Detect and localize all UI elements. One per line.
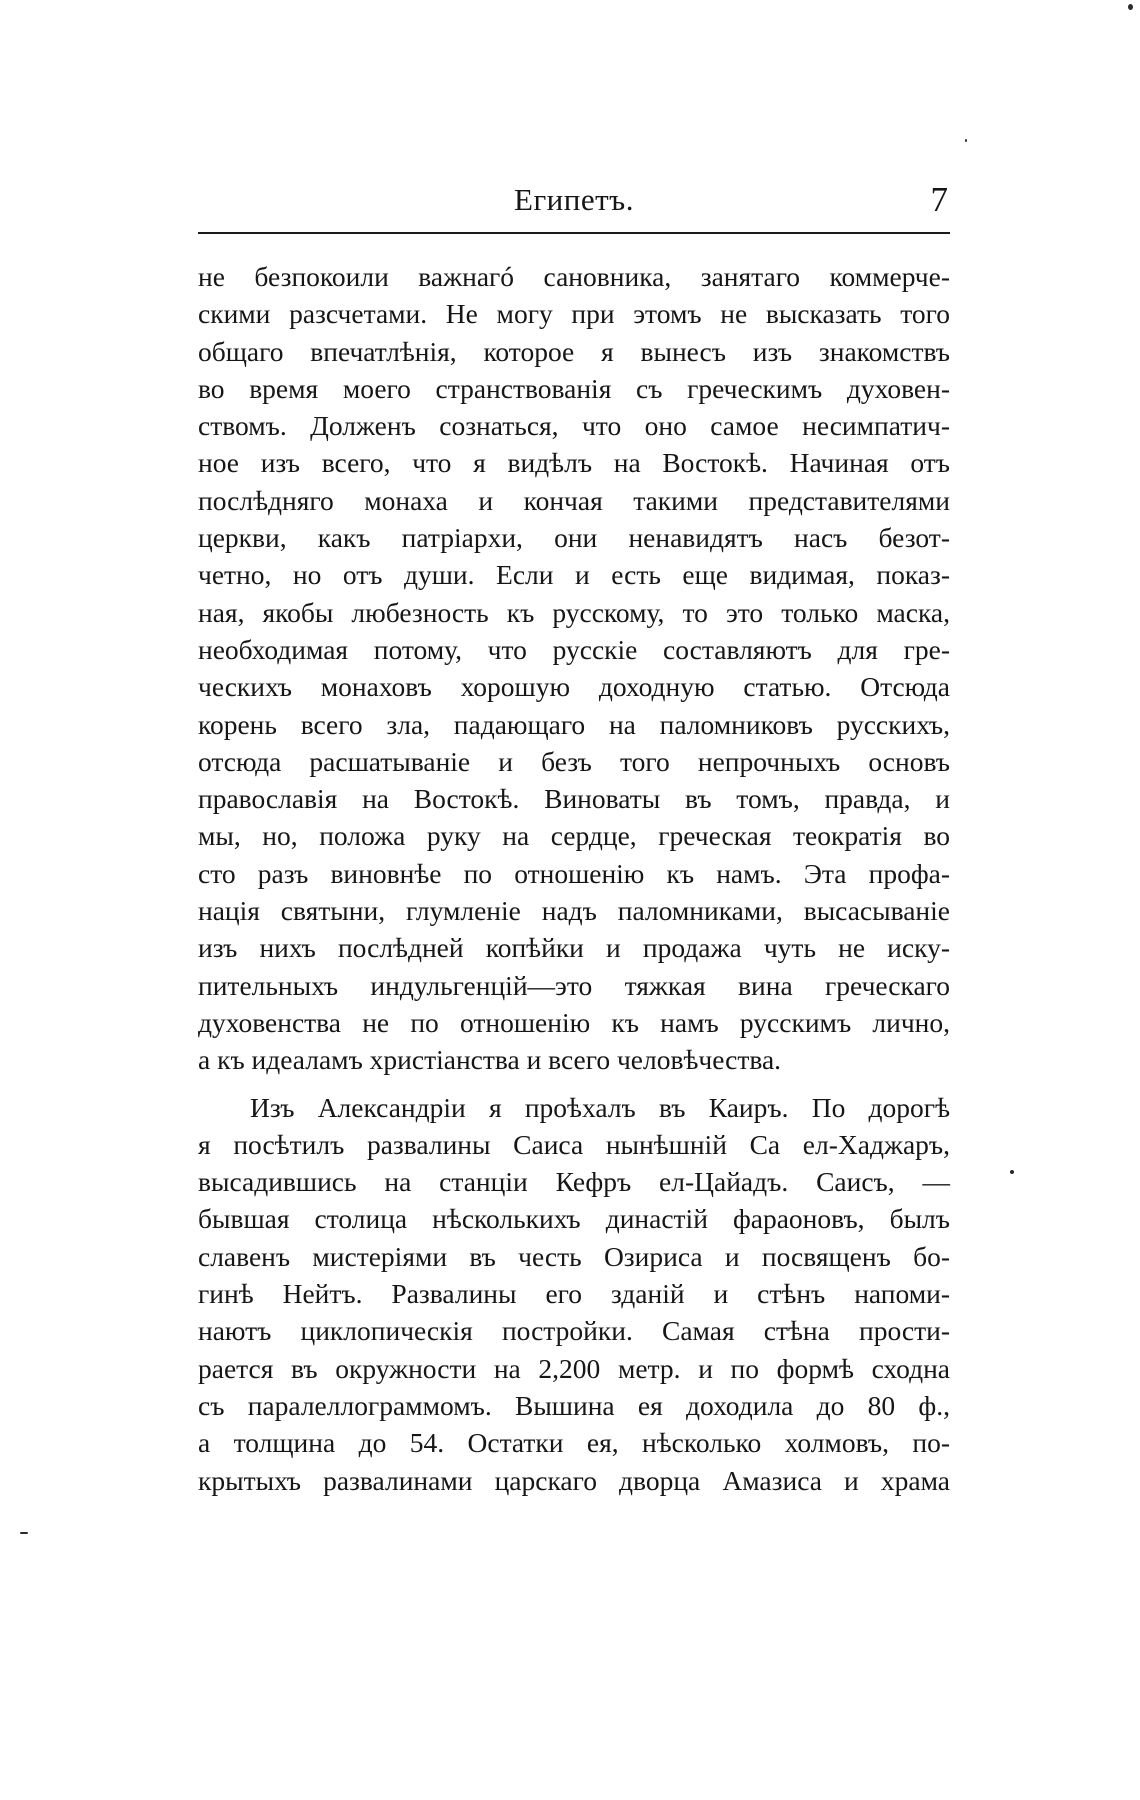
text-line: общаго впечатлѣнія, которое я вынесъ изъ знакомствъ [198, 335, 950, 367]
text-line: четно, но отъ души. Если и есть еще видимая, показ- [198, 559, 950, 591]
text-line: изъ нихъ послѣдней копѣйки и продажа чуть не иску- [198, 932, 950, 964]
text-line: церкви, какъ патріархи, они ненавидятъ насъ безот- [198, 522, 950, 554]
text-line: мы, но, положа руку на сердце, греческая теократія во [198, 820, 950, 852]
text-line: во время моего странствованія съ греческимъ духовен- [198, 372, 950, 404]
body-text [198, 258, 950, 1499]
text-line: православія на Востокѣ. Виноваты въ томъ, правда, и [198, 783, 950, 815]
text-line: необходимая потому, что русскіе составляютъ для гре- [198, 633, 950, 665]
paragraph-2 [198, 1089, 950, 1499]
text-line: отсюда расшатываніе и безъ того непрочныхъ основъ [198, 745, 950, 777]
text-line: высадившись на станціи Кефръ ел-Цайадъ. Саисъ, — [198, 1166, 950, 1198]
text-line: скими разсчетами. Не могу при этомъ не высказать того [198, 298, 950, 330]
text-line: я посѣтилъ развалины Саиса нынѣшній Са ел-Хаджаръ, [198, 1128, 950, 1160]
text-line: сто разъ виновнѣе по отношенію къ намъ. Эта профа- [198, 857, 950, 889]
header-rule [198, 232, 950, 234]
text-line: нація святыни, глумленіе надъ паломниками, высасываніе [198, 895, 950, 927]
text-line: гинѣ Нейтъ. Развалины его зданій и стѣнъ напоми- [198, 1278, 950, 1310]
scan-speck [1010, 1170, 1014, 1174]
text-line: пительныхъ индульгенцій—это тяжкая вина греческаго [198, 969, 950, 1001]
text-line: крытыхъ развалинами царскаго дворца Амазиса и храма [198, 1464, 950, 1496]
text-line: а къ идеаламъ христіанства и всего человѣчества. [198, 1044, 782, 1076]
text-line: духовенства не по отношенію къ намъ русскимъ лично, [198, 1006, 950, 1038]
header-title: Египетъ. [514, 182, 634, 217]
text-line: ческихъ монаховъ хорошую доходную статью. Отсюда [198, 671, 950, 703]
text-line: бывшая столица нѣсколькихъ династій фараоновъ, былъ [198, 1203, 950, 1235]
text-line: славенъ мистеріями въ честь Озириса и посвященъ бо- [198, 1240, 950, 1272]
text-line: ствомъ. Долженъ сознаться, что оно самое несимпатич- [198, 410, 950, 442]
text-line: корень всего зла, падающаго на паломниковъ русскихъ, [198, 708, 950, 740]
text-line: рается въ окружности на 2,200 метр. и по формѣ сходна [198, 1352, 950, 1384]
page-number: 7 [930, 180, 948, 219]
text-line: ное изъ всего, что я видѣлъ на Востокѣ. Начиная отъ [198, 447, 950, 479]
text-line: не безпокоили важнагó сановника, занятаго коммерче- [198, 261, 950, 292]
text-line: наютъ циклопическія постройки. Самая стѣна прости- [198, 1315, 950, 1347]
running-header [198, 182, 950, 232]
scan-speck [20, 1532, 28, 1534]
paragraph-1 [198, 258, 950, 1079]
text-line: а толщина до 54. Остатки ея, нѣсколько холмовъ, по- [198, 1427, 950, 1459]
text-line: Изъ Александріи я проѣхалъ въ Каиръ. По дорогѣ [250, 1091, 950, 1123]
scan-speck [1128, 4, 1133, 10]
text-line: съ паралеллограммомъ. Вышина ея доходила до 80 ф., [198, 1389, 950, 1421]
text-line: ная, якобы любезность къ русскому, то это только маска, [198, 596, 950, 628]
text-line: послѣдняго монаха и кончая такими представителями [198, 484, 950, 516]
scan-speck [965, 139, 967, 142]
